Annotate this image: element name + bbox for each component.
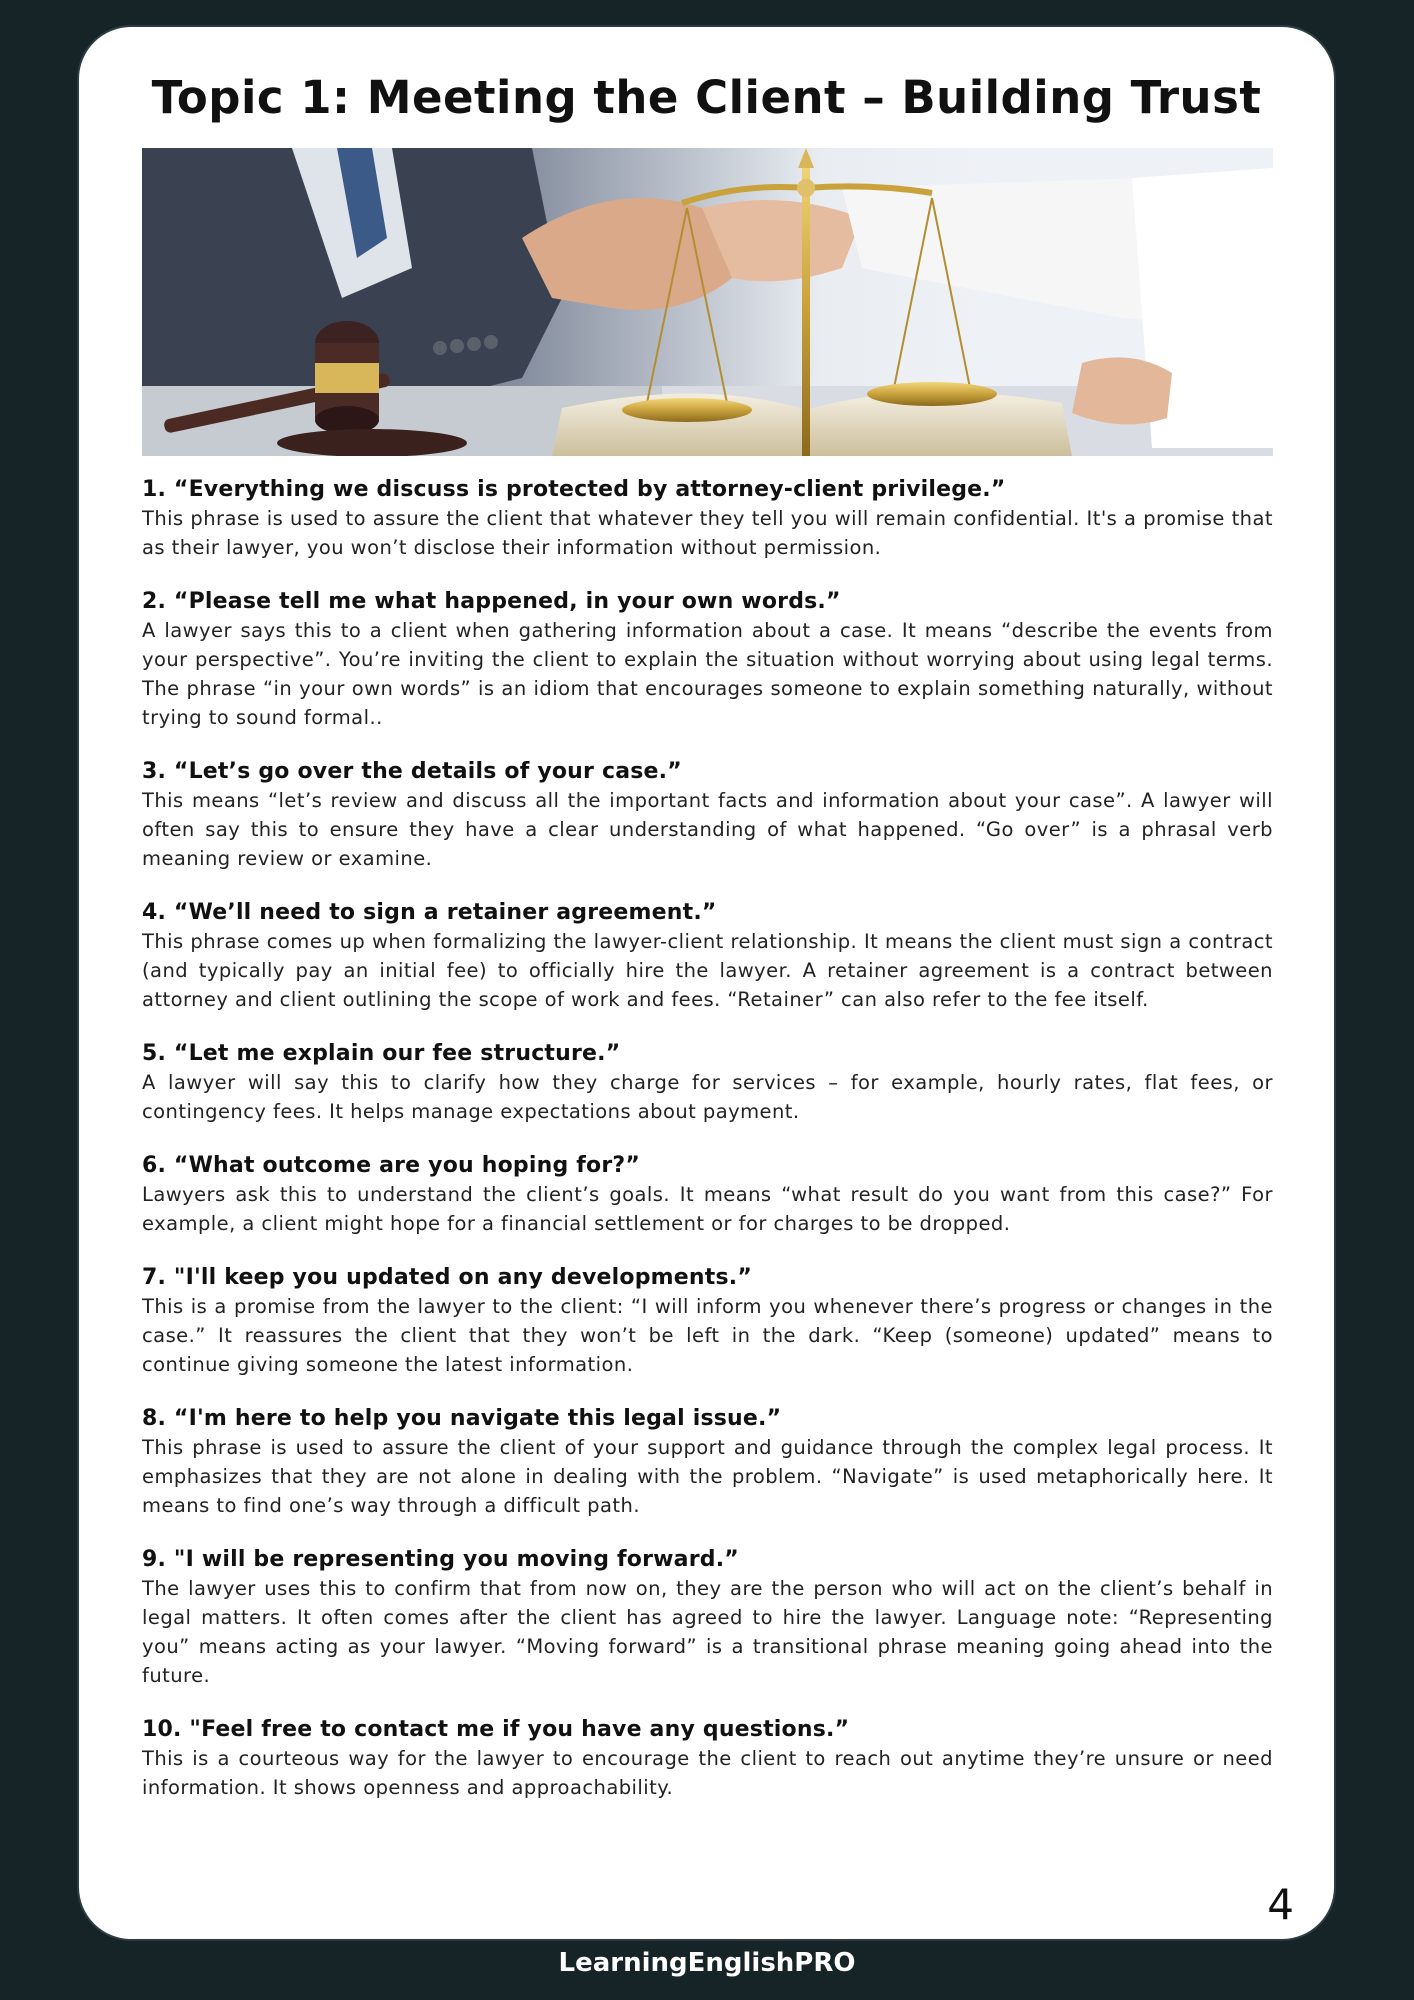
phrase-list [142,475,1273,1827]
item-body: A lawyer will say this to clarify how they charge for services – for example, hourly rates, flat fees, or contingency fees. It helps manage expectations about payment. [142,1071,1273,1123]
list-item [142,1151,1273,1238]
list-item [142,587,1273,732]
list-item [142,1263,1273,1379]
page-title: Topic 1: Meeting the Client – Building Trust [151,71,1262,124]
list-item [142,898,1273,1014]
item-body: This phrase comes up when formalizing the lawyer-client relationship. It means the client must sign a contract (and typically pay an initial fee) to officially hire the lawyer. A retainer agreement is a contract between attorney and client outlining the scope of work and fees. “Retainer” can also refer to the fee itself. [142,930,1273,1011]
list-item [142,1715,1273,1802]
item-heading: 1. “Everything we discuss is protected by attorney-client privilege.” [142,477,1006,502]
list-item [142,475,1273,562]
item-body: This phrase is used to assure the client that whatever they tell you will remain confidential. It's a promise that as their lawyer, you won’t disclose their information without permission. [142,507,1273,559]
item-body: This means “let’s review and discuss all the important facts and information about your case”. A lawyer will often say this to ensure they have a clear understanding of what happened. “Go over” is a phrasal verb meaning review or examine. [142,789,1273,870]
item-heading: 2. “Please tell me what happened, in your own words.” [142,589,841,614]
item-heading: 5. “Let me explain our fee structure.” [142,1041,621,1066]
item-heading: 6. “What outcome are you hoping for?” [142,1153,641,1178]
item-body: Lawyers ask this to understand the client’s goals. It means “what result do you want from this case?” For example, a client might hope for a financial settlement or for charges to be dropped. [142,1183,1273,1235]
item-body: This phrase is used to assure the client of your support and guidance through the complex legal process. It emphasizes that they are not alone in dealing with the problem. “Navigate” is used metaphorically here. It means to find one’s way through a difficult path. [142,1436,1273,1517]
list-item [142,1545,1273,1690]
item-body: The lawyer uses this to confirm that from now on, they are the person who will act on the client’s behalf in legal matters. It often comes after the client has agreed to hire the lawyer. Language note: “Representing you” means acting as your lawyer. “Moving forward” is a transitional phrase meaning going ahead into the future. [142,1577,1273,1687]
item-heading: 8. “I'm here to help you navigate this legal issue.” [142,1406,782,1431]
item-body: This is a promise from the lawyer to the client: “I will inform you whenever there’s progress or changes in the case.” It reassures the client that they won’t be left in the dark. “Keep (someone) updated” means to continue giving someone the latest information. [142,1295,1273,1376]
list-item [142,1404,1273,1520]
page-number: 4 [1267,1880,1294,1929]
item-heading: 7. "I'll keep you updated on any developments.” [142,1265,752,1290]
item-body: This is a courteous way for the lawyer to encourage the client to reach out anytime they’re unsure or need information. It shows openness and approachability. [142,1747,1273,1799]
item-heading: 4. “We’ll need to sign a retainer agreement.” [142,900,717,925]
brand-footer: LearningEnglishPRO [558,1948,856,1978]
list-item [142,757,1273,873]
item-heading: 9. "I will be representing you moving forward.” [142,1547,739,1572]
list-item [142,1039,1273,1126]
page-card [79,27,1334,1939]
item-heading: 10. "Feel free to contact me if you have any questions.” [142,1717,850,1742]
item-body: A lawyer says this to a client when gathering information about a case. It means “describe the events from your perspective”. You’re inviting the client to explain the situation without worrying about using legal terms. The phrase “in your own words” is an idiom that encourages someone to explain something naturally, without trying to sound formal.. [142,619,1273,729]
handshake-scales-gavel-photo [142,148,1273,456]
item-heading: 3. “Let’s go over the details of your case.” [142,759,682,784]
